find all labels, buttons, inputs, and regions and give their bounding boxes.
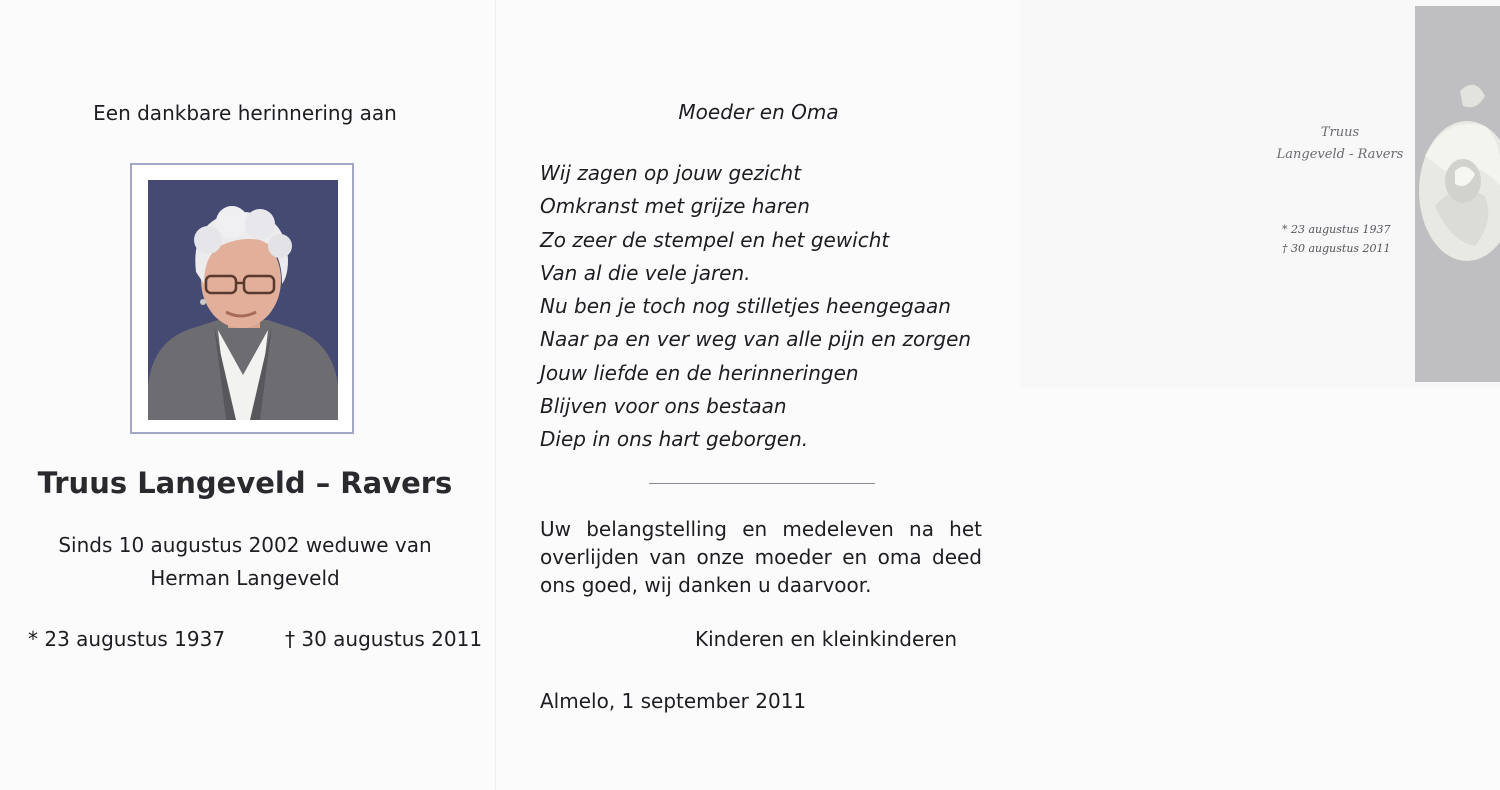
intro-text: Een dankbare herinnering aan [93,101,397,125]
death-date: † 30 augustus 2011 [285,627,483,651]
deceased-name: Truus Langeveld – Ravers [37,466,453,500]
card-death-date: † 30 augustus 2011 [1282,242,1391,255]
middle-panel [495,0,1021,790]
portrait-illustration [148,180,338,420]
poem-line: Wij zagen op jouw gezicht [540,161,802,185]
birth-date: * 23 augustus 1937 [28,627,226,651]
poem-line: Zo zeer de stempel en het gewicht [540,227,890,252]
poem [540,160,971,460]
poem-line: Jouw liefde en de herinneringen [540,360,859,385]
card-birth-date: * 23 augustus 1937 [1282,223,1391,236]
poem-line: Omkranst met grijze haren [540,194,810,219]
left-panel [0,0,495,790]
card-front-panel [1020,0,1500,790]
card-first-name: Truus [1320,125,1360,140]
poem-line: Diep in ons hart geborgen. [540,427,809,452]
widow-line-2: Herman Langeveld [150,566,340,590]
poem-line: Naar pa en ver weg van alle pijn en zorgen [540,327,972,352]
thanks-text: Uw belangstelling en medeleven na het overlijden van onze moeder en oma deed ons goed, wij danken u daarvoor. [540,517,982,597]
card-full-name: Langeveld - Ravers [1276,147,1404,162]
portrait-photo [148,180,338,420]
poem-title: Moeder en Oma [678,100,839,124]
poem-line: Van al die vele jaren. [540,260,751,285]
poem-line: Nu ben je toch nog stilletjes heengegaan [540,294,951,319]
place-date: Almelo, 1 september 2011 [540,689,807,713]
poem-line: Blijven voor ons bestaan [540,394,787,419]
rose-image [1415,6,1500,382]
divider-line [649,483,875,484]
signature: Kinderen en kleinkinderen [694,627,958,651]
widow-line-1: Sinds 10 augustus 2002 weduwe van [58,533,432,557]
rose-icon [1415,6,1500,382]
